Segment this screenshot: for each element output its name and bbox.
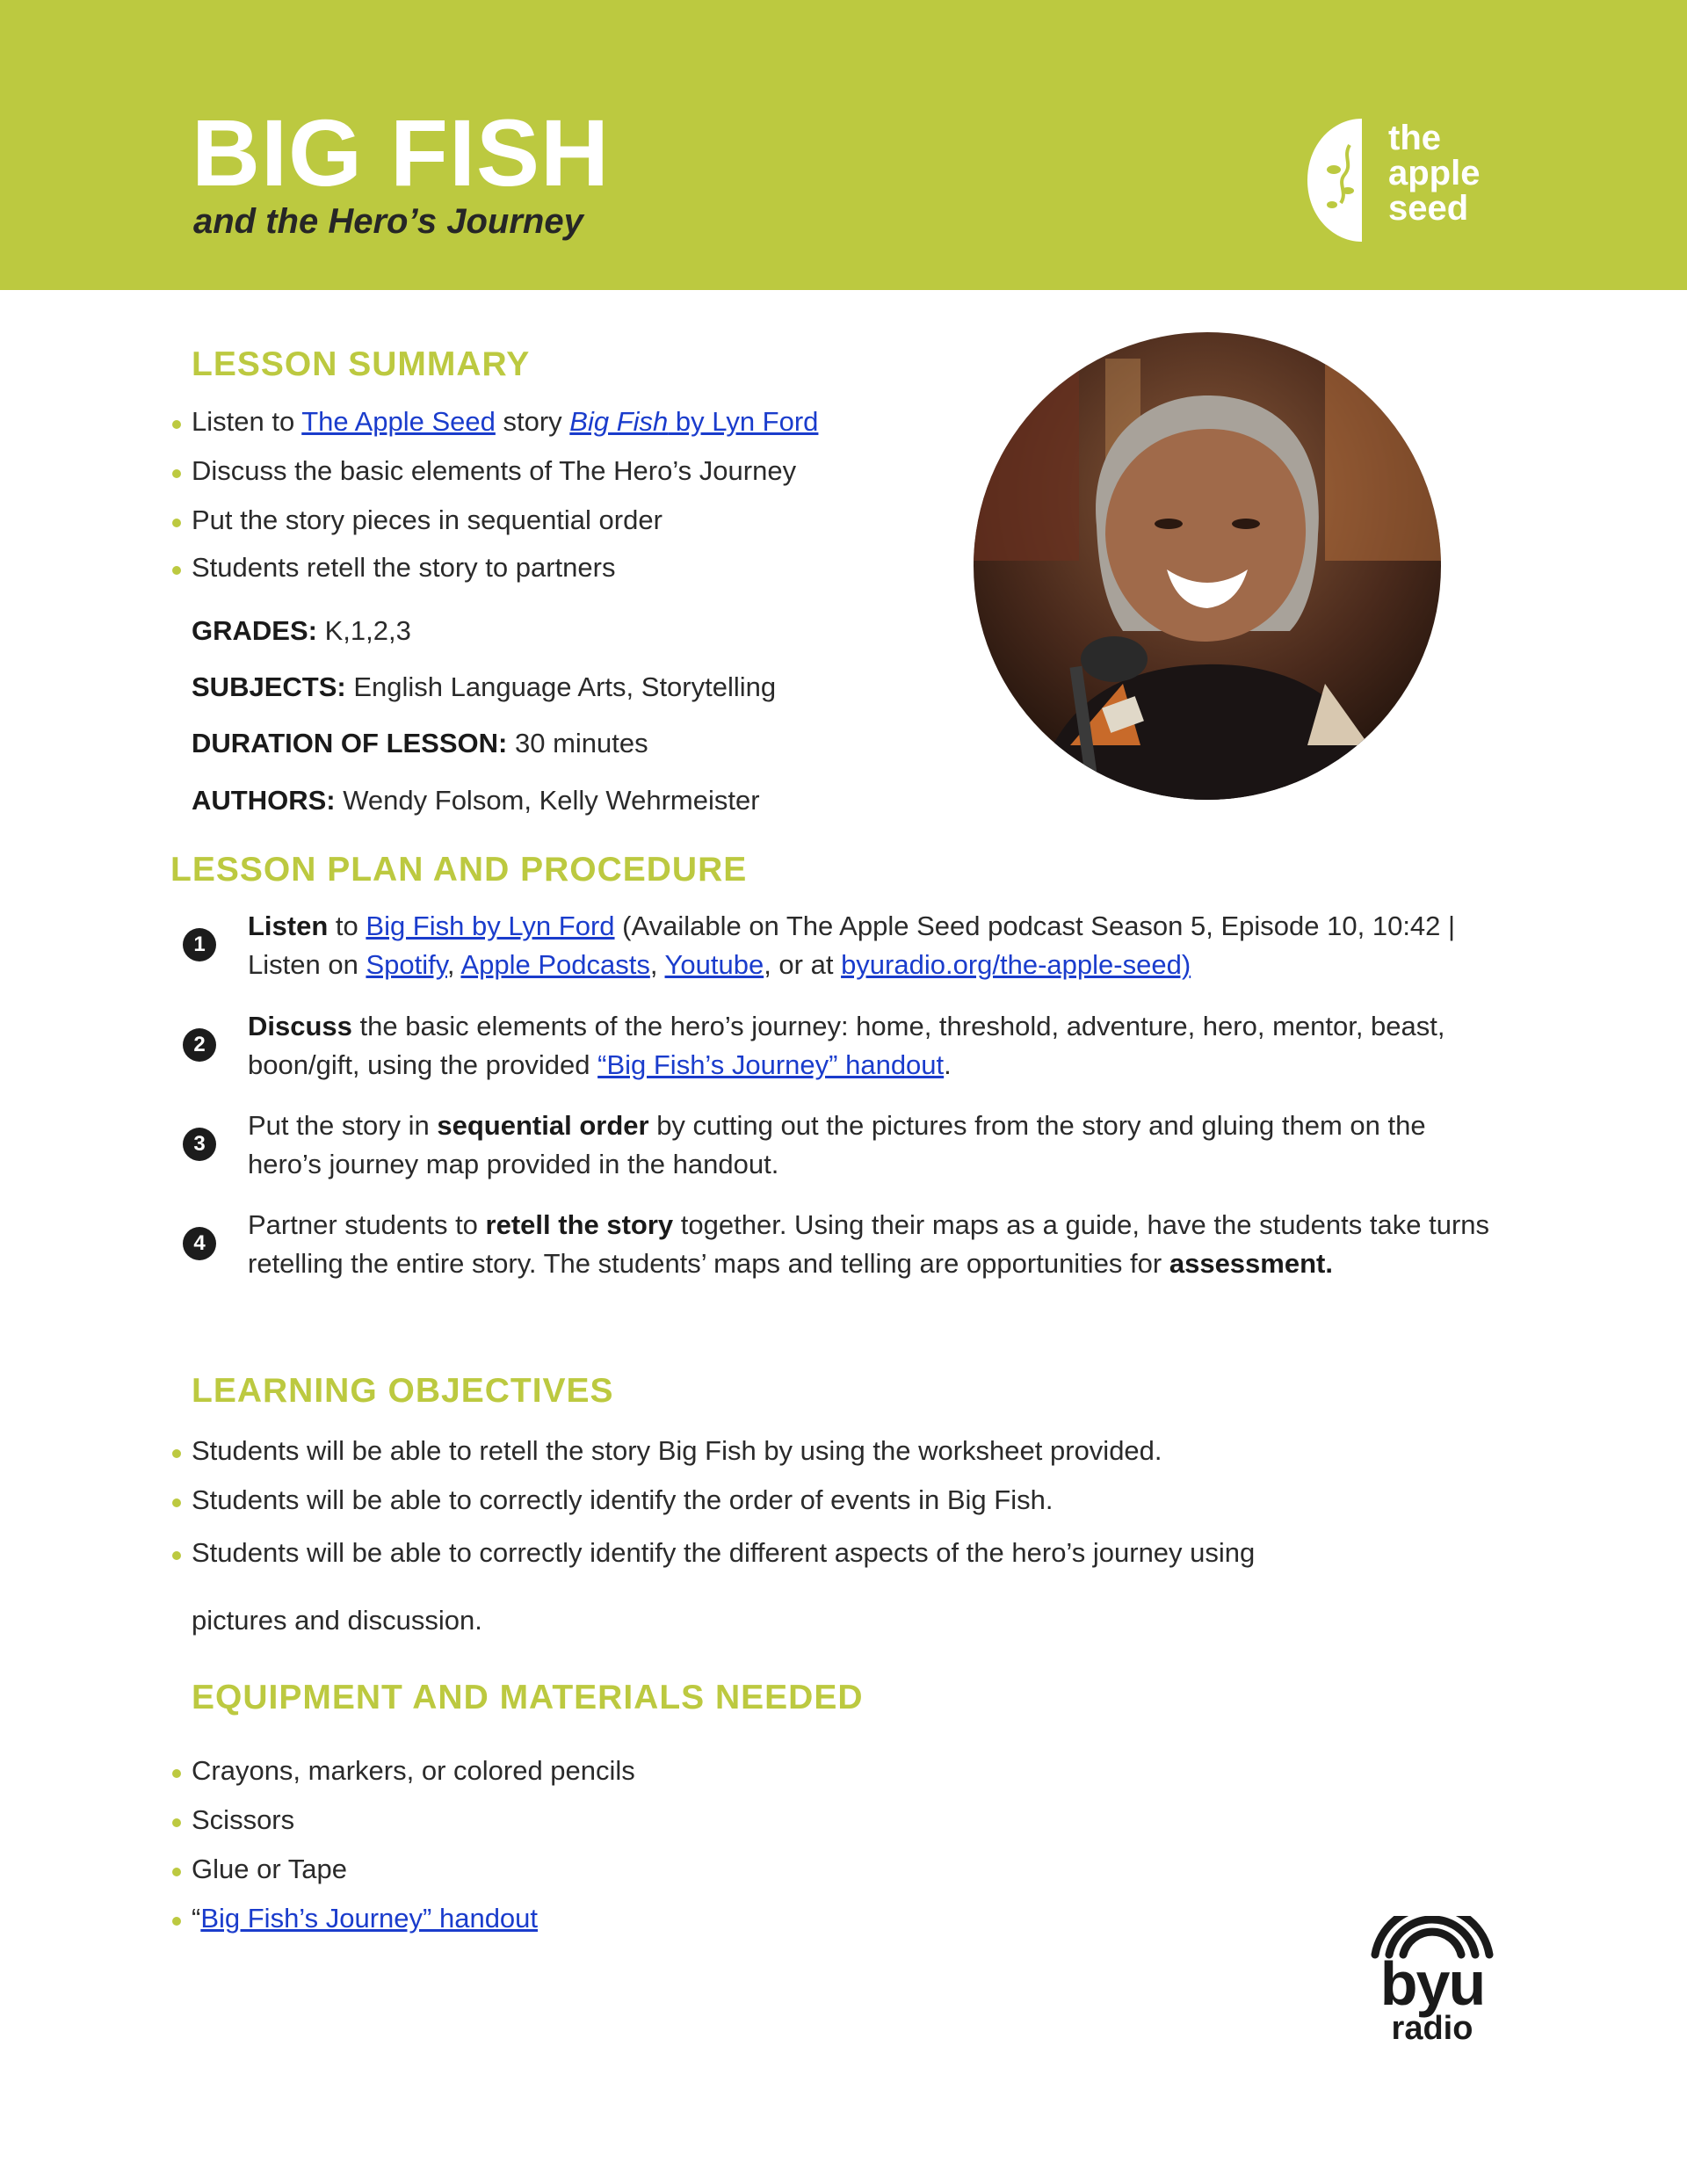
apple-seed-logo bbox=[1307, 119, 1518, 242]
apple-seed-link[interactable]: The Apple Seed bbox=[301, 406, 496, 437]
page-subtitle: and the Hero’s Journey bbox=[193, 202, 583, 241]
spotify-link[interactable]: Spotify bbox=[366, 949, 447, 980]
list-item: Students will be able to correctly identify the different aspects of the hero’s journey using bbox=[172, 1537, 1255, 1600]
step-text: Discuss the basic elements of the hero’s journey: home, threshold, adventure, hero, mentor, beast, boon/gift, using the provided “Big Fish’s Journey” handout. bbox=[248, 1011, 1445, 1080]
step-number-badge: 2 bbox=[183, 1028, 216, 1062]
apple-seed-wordmark: the apple seed bbox=[1388, 119, 1481, 228]
list-item: Students will be able to correctly identify the order of events in Big Fish. bbox=[172, 1484, 1255, 1537]
list-item: Glue or Tape bbox=[172, 1854, 635, 1903]
big-fish-story-link[interactable]: Big Fish by Lyn Ford bbox=[366, 911, 615, 941]
big-fish-link[interactable]: Big Fish by Lyn Ford bbox=[569, 406, 819, 437]
list-item: “Big Fish’s Journey” handout bbox=[172, 1903, 635, 1952]
byu-wordmark: byu bbox=[1379, 1949, 1485, 2018]
list-item: Students retell the story to partners bbox=[172, 552, 818, 599]
lesson-summary-list bbox=[172, 406, 818, 599]
handout-link[interactable]: “Big Fish’s Journey” handout bbox=[597, 1049, 945, 1080]
step-text: Listen to Big Fish by Lyn Ford (Available on The Apple Seed podcast Season 5, Episode 10, 10:42 | Listen on Spotify, Apple Podcasts, Youtube, or at byuradio.org/the-apple-seed) bbox=[248, 911, 1456, 980]
step-text: Partner students to retell the story together. Using their maps as a guide, have the students take turns retelling the entire story. The students’ maps and telling are opportunities for assessment. bbox=[248, 1209, 1490, 1279]
list-item: Crayons, markers, or colored pencils bbox=[172, 1755, 635, 1804]
list-item: Listen to The Apple Seed story Big Fish by Lyn Ford bbox=[172, 406, 818, 455]
apple-podcasts-link[interactable]: Apple Podcasts bbox=[460, 949, 650, 980]
learning-objectives-heading: LEARNING OBJECTIVES bbox=[192, 1372, 614, 1410]
lesson-summary-heading: LESSON SUMMARY bbox=[192, 345, 531, 383]
lesson-plan-heading: LESSON PLAN AND PROCEDURE bbox=[170, 851, 748, 889]
radio-wordmark: radio bbox=[1391, 2010, 1473, 2047]
step-number-badge: 1 bbox=[183, 928, 216, 961]
list-item: Scissors bbox=[172, 1804, 635, 1854]
list-item: Discuss the basic elements of The Hero’s Journey bbox=[172, 455, 818, 504]
storyteller-photo bbox=[974, 332, 1441, 800]
learning-objectives-list bbox=[172, 1435, 1255, 1600]
page-title: BIG FISH bbox=[192, 99, 611, 206]
equipment-list bbox=[172, 1755, 635, 1952]
grades-line: GRADES: K,1,2,3 bbox=[192, 615, 411, 646]
duration-line: DURATION OF LESSON: 30 minutes bbox=[192, 728, 648, 758]
list-item: Students will be able to retell the story Big Fish by using the worksheet provided. bbox=[172, 1435, 1255, 1484]
step-number-badge: 4 bbox=[183, 1227, 216, 1260]
step-number-badge: 3 bbox=[183, 1128, 216, 1161]
authors-line: AUTHORS: Wendy Folsom, Kelly Wehrmeister bbox=[192, 785, 760, 816]
subjects-line: SUBJECTS: English Language Arts, Storytelling bbox=[192, 671, 777, 702]
list-item: Put the story pieces in sequential order bbox=[172, 504, 818, 552]
byuradio-link[interactable]: byuradio.org/the-apple-seed) bbox=[841, 949, 1191, 980]
objective-continuation: pictures and discussion. bbox=[192, 1605, 482, 1636]
step-text: Put the story in sequential order by cutting out the pictures from the story and gluing them on the hero’s journey map provided in the handout. bbox=[248, 1110, 1426, 1179]
youtube-link[interactable]: Youtube bbox=[664, 949, 764, 980]
byu-radio-logo bbox=[1358, 1916, 1507, 2048]
header-banner bbox=[0, 0, 1687, 290]
handout-link-equipment[interactable]: Big Fish’s Journey” handout bbox=[200, 1903, 539, 1934]
equipment-heading: EQUIPMENT AND MATERIALS NEEDED bbox=[192, 1679, 864, 1716]
